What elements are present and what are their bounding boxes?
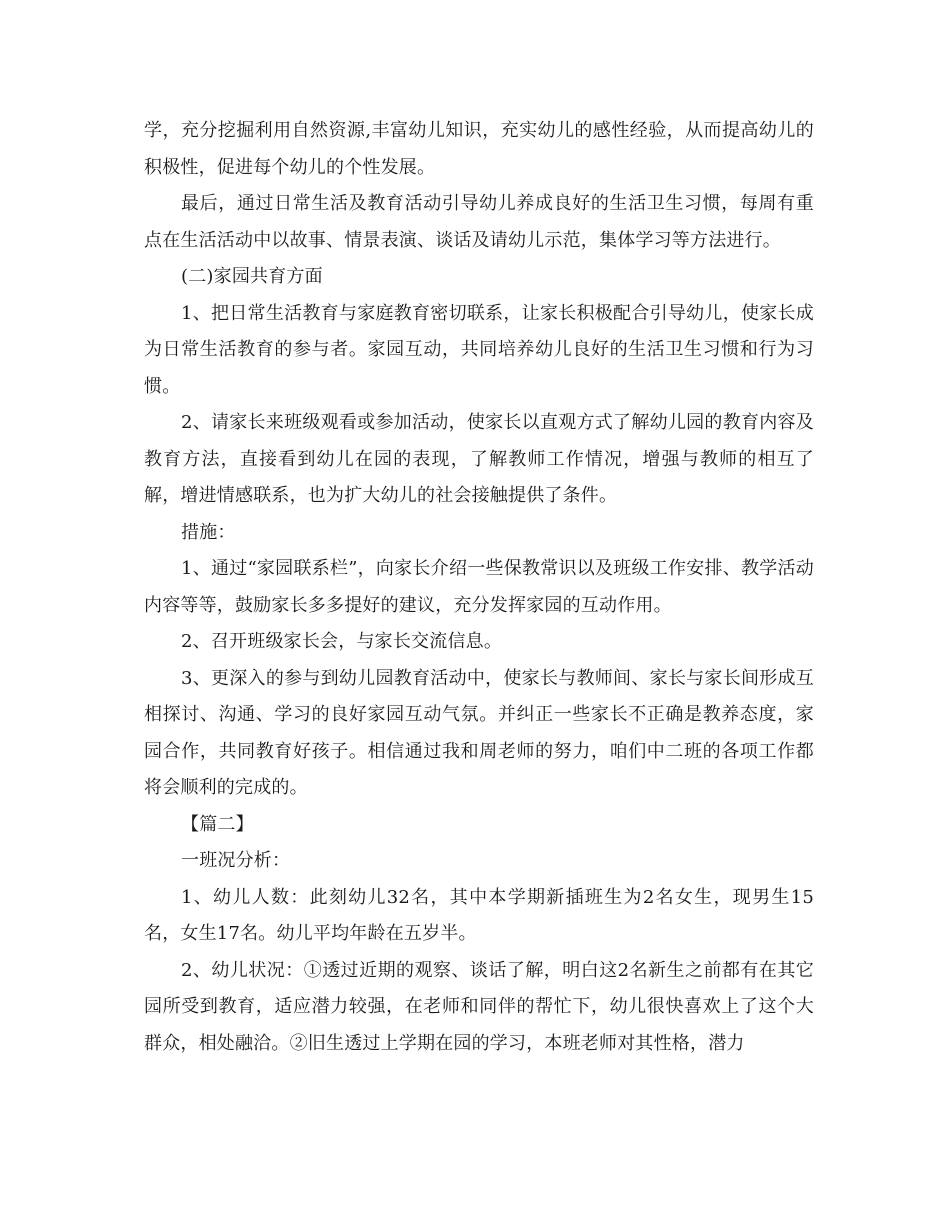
document-body	[144, 113, 814, 1062]
section-heading-class-analysis: 一班况分析：	[181, 850, 291, 871]
paragraph-daily-habits: 最后，通过日常生活及教育活动引导幼儿养成良好的生活卫生习惯，每周有重点在生活活动中以故事、情景表演、谈话及请幼儿示范，集体学习等方法进行。	[144, 193, 814, 251]
section-heading-home-school: (二)家园共育方面	[181, 266, 323, 287]
paragraph-measure-3: 3、更深入的参与到幼儿园教育活动中，使家长与教师间、家长与家长间形成互相探讨、沟通、学习的良好家园互动气氛。并纠正一些家长不正确是教养态度，家园合作，共同教育好孩子。相信通过我和周老师的努力，咱们中二班的各项工作都将会顺利的完成的。	[144, 667, 814, 798]
paragraph-measure-1: 1、通过“家园联系栏”，向家长介绍一些保教常识以及班级工作安排、教学活动内容等等，鼓励家长多多提好的建议，充分发挥家园的互动作用。	[144, 558, 814, 616]
paragraph-continuation: 学，充分挖掘利用自然资源,丰富幼儿知识，充实幼儿的感性经验，从而提高幼儿的积极性，促进每个幼儿的个性发展。	[144, 120, 814, 178]
section-heading-measures: 措施：	[181, 521, 236, 543]
paragraph-child-status: 2、幼儿状况：①透过近期的观察、谈话了解，明白这2名新生之前都有在其它园所受到教育，适应潜力较强，在老师和同伴的帮忙下，幼儿很快喜欢上了这个大群众，相处融洽。②旧生透过上学期在园的学习，本班老师对其性格，潜力	[144, 959, 814, 1054]
paragraph-child-count: 1、幼儿人数：此刻幼儿32名，其中本学期新插班生为2名女生，现男生15名，女生17名。幼儿平均年龄在五岁半。	[144, 886, 814, 944]
paragraph-item-1-home-education: 1、把日常生活教育与家庭教育密切联系，让家长积极配合引导幼儿，使家长成为日常生活教育的参与者。家园互动，共同培养幼儿良好的生活卫生习惯和行为习惯。	[144, 302, 814, 397]
paragraph-measure-2: 2、召开班级家长会，与家长交流信息。	[181, 631, 503, 652]
section-heading-part-two: 【篇二】	[181, 813, 254, 835]
paragraph-item-2-parent-visit: 2、请家长来班级观看或参加活动，使家长以直观方式了解幼儿园的教育内容及教育方法，直接看到幼儿在园的表现，了解教师工作情况，增强与教师的相互了解，增进情感联系，也为扩大幼儿的社会接触提供了条件。	[144, 412, 814, 506]
